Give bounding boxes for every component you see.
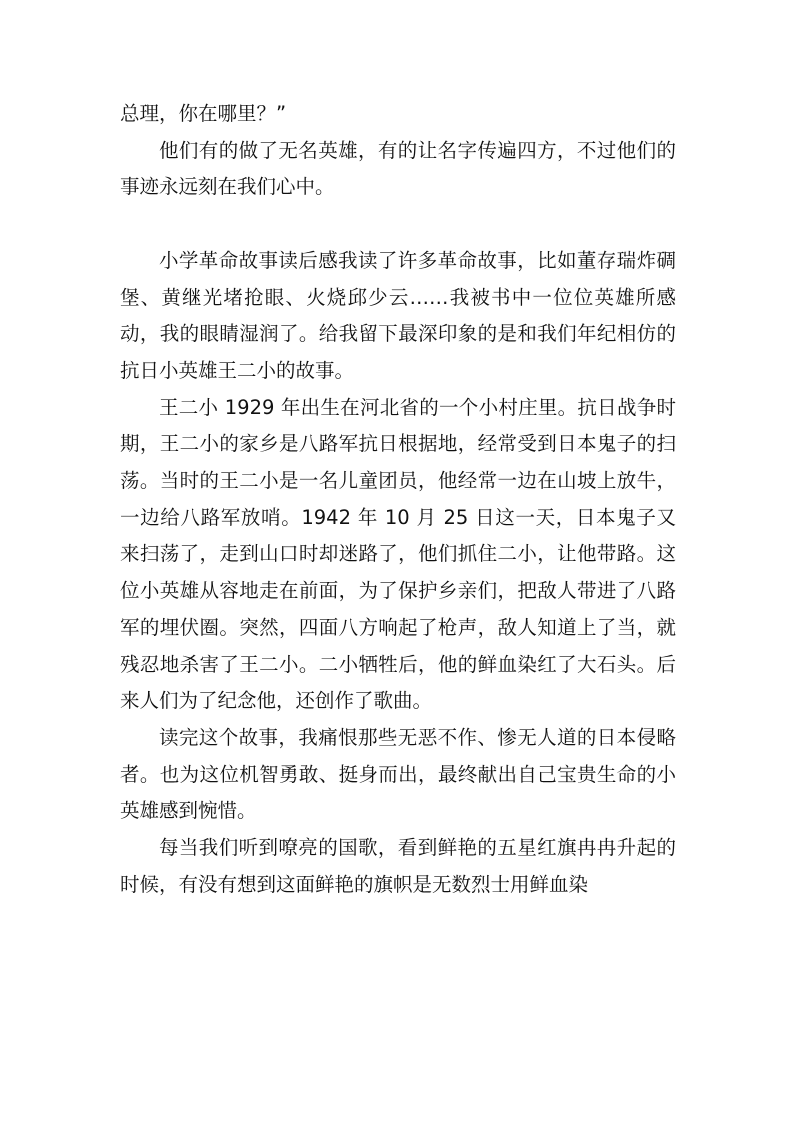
paragraph-reflection: 读完这个故事，我痛恨那些无恶不作、惨无人道的日本侵略者。也为这位机智勇敢、挺身而出，最终献出自己宝贵生命的小英雄感到惋惜。	[120, 725, 676, 823]
paragraph-spacer	[120, 206, 676, 243]
paragraph-wang-erxiao-story: 王二小 1929 年出生在河北省的一个小村庄里。抗日战争时期，王二小的家乡是八路军抗日根据地，经常受到日本鬼子的扫荡。当时的王二小是一名儿童团员，他经常一边在山坡上放牛，一边给八路军放哨。1942 年 10 月 25 日这一天，日本鬼子又来扫荡了，走到山口时却迷路了，他们抓住二小，让他带路。这位小英雄从容地走在前面，为了保护乡亲们，把敌人带进了八路军的埋伏圈。突然，四面八方响起了枪声，敌人知道上了当，就残忍地杀害了王二小。二小牺牲后，他的鲜血染红了大石头。后来人们为了纪念他，还创作了歌曲。	[120, 395, 676, 713]
paragraph-continuation: 总理，你在哪里？”	[120, 102, 287, 125]
document-body	[120, 96, 676, 903]
paragraph-essay-intro: 小学革命故事读后感我读了许多革命故事，比如董存瑞炸碉堡、黄继光堵抢眼、火烧邱少云……我被书中一位位英雄所感动，我的眼睛湿润了。给我留下最深印象的是和我们年纪相仿的抗日小英雄王二小的故事。	[120, 248, 676, 382]
paragraph-national-flag: 每当我们听到嘹亮的国歌，看到鲜艳的五星红旗冉冉升起的时候，有没有想到这面鲜艳的旗帜是无数烈士用鲜血染	[120, 836, 676, 896]
paragraph-heroes-memory: 他们有的做了无名英雄，有的让名字传遍四方，不过他们的事迹永远刻在我们心中。	[120, 138, 676, 199]
